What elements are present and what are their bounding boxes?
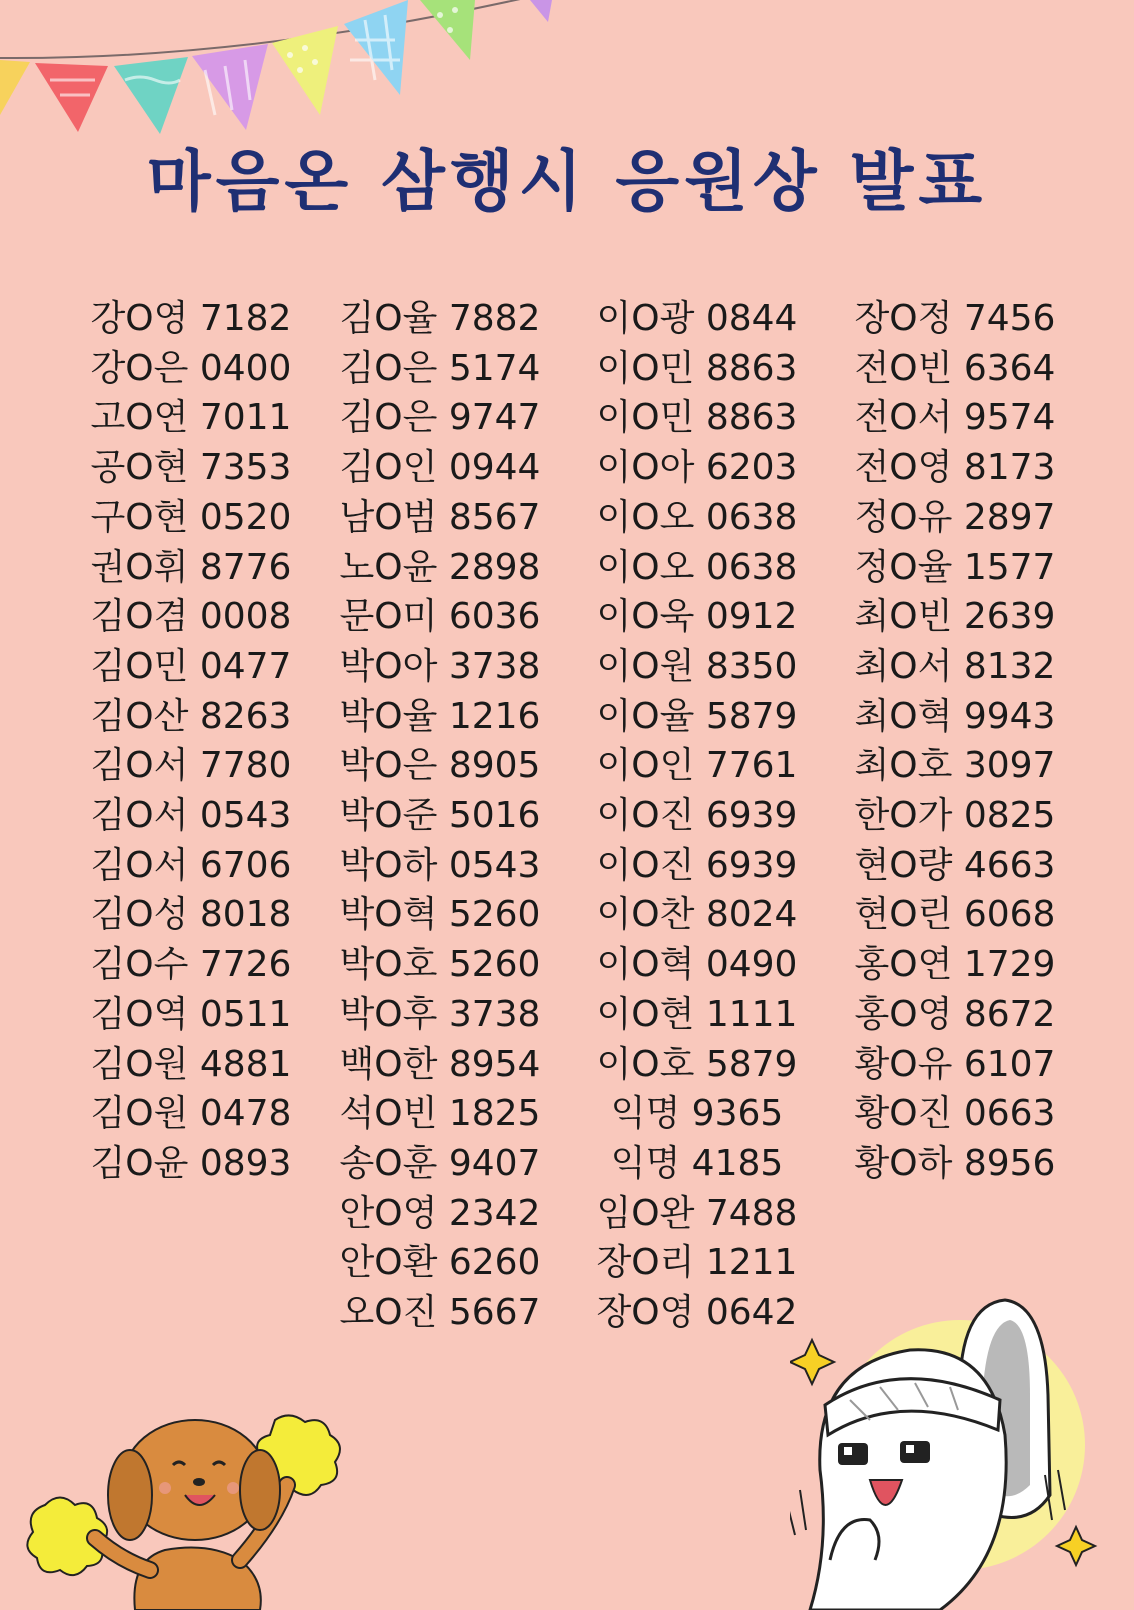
winner-entry: 노O윤 2898 xyxy=(339,546,541,588)
winner-entry: 백O한 8954 xyxy=(339,1043,541,1085)
winner-entry: 김O역 0511 xyxy=(90,993,292,1035)
cheering-dog-illustration xyxy=(25,1410,370,1610)
winner-entry: 전O빈 6364 xyxy=(854,347,1056,389)
winner-entry: 현O량 4663 xyxy=(854,844,1056,886)
winner-entry: 최O혁 9943 xyxy=(854,695,1056,737)
winner-entry: 오O진 5667 xyxy=(339,1292,541,1334)
winner-entry: 이O민 8863 xyxy=(596,347,798,389)
winner-entry: 김O서 6706 xyxy=(90,844,292,886)
winner-entry: 박O호 5260 xyxy=(339,944,541,986)
winner-entry: 장O정 7456 xyxy=(854,298,1056,339)
winner-entry: 홍O연 1729 xyxy=(854,944,1056,986)
winner-entry: 현O린 6068 xyxy=(854,894,1056,936)
winner-entry: 이O호 5879 xyxy=(596,1043,798,1085)
winner-entry: 이O진 6939 xyxy=(596,795,798,837)
winner-entry: 김O인 0944 xyxy=(339,447,541,489)
winner-entry: 이O광 0844 xyxy=(596,298,798,339)
winner-entry: 박O은 8905 xyxy=(339,745,541,787)
winner-entry: 박O혁 5260 xyxy=(339,894,541,936)
winner-list-column-4 xyxy=(830,294,1080,1189)
winner-entry: 전O영 8173 xyxy=(854,447,1056,489)
winner-entry: 최O호 3097 xyxy=(854,745,1056,787)
winner-entry: 이O민 8863 xyxy=(596,397,798,439)
winner-entry: 김O원 4881 xyxy=(90,1043,292,1085)
winner-entry: 안O환 6260 xyxy=(339,1242,541,1284)
winner-entry: 이O원 8350 xyxy=(596,645,798,687)
winner-entry: 박O후 3738 xyxy=(339,993,541,1035)
winner-entry: 김O은 9747 xyxy=(339,397,541,439)
winner-entry: 이O오 0638 xyxy=(596,546,798,588)
winner-entry: 남O범 8567 xyxy=(339,496,541,538)
page-title: 마음온 삼행시 응원상 발표 xyxy=(146,143,988,220)
winner-entry: 박O하 0543 xyxy=(339,844,541,886)
winner-entry: 문O미 6036 xyxy=(339,596,541,638)
winner-entry: 김O율 7882 xyxy=(339,298,541,339)
winner-entry: 안O영 2342 xyxy=(339,1192,541,1234)
winner-entry: 황O진 0663 xyxy=(854,1093,1056,1135)
winner-entry: 김O윤 0893 xyxy=(90,1142,292,1184)
winner-entry: 황O하 8956 xyxy=(854,1142,1056,1184)
winner-entry: 김O민 0477 xyxy=(90,645,292,687)
winner-entry: 김O수 7726 xyxy=(90,944,292,986)
winner-entry: 구O현 0520 xyxy=(90,496,292,538)
winner-entry: 임O완 7488 xyxy=(596,1192,798,1234)
winner-entry: 장O영 0642 xyxy=(596,1292,798,1334)
winner-entry: 홍O영 8672 xyxy=(854,993,1056,1035)
winner-entry: 정O율 1577 xyxy=(854,546,1056,588)
winner-entry: 권O휘 8776 xyxy=(90,546,292,588)
winner-entry: 강O은 0400 xyxy=(90,347,292,389)
winner-entry: 장O리 1211 xyxy=(596,1242,798,1284)
winner-entry: 김O산 8263 xyxy=(90,695,292,737)
winner-list-column-1 xyxy=(66,294,316,1189)
winner-entry: 박O율 1216 xyxy=(339,695,541,737)
winner-entry: 정O유 2897 xyxy=(854,496,1056,538)
winner-entry: 고O연 7011 xyxy=(90,397,292,439)
winner-entry: 황O유 6107 xyxy=(854,1043,1056,1085)
winner-entry: 이O오 0638 xyxy=(596,496,798,538)
winner-entry: 이O진 6939 xyxy=(596,844,798,886)
winner-entry: 김O서 0543 xyxy=(90,795,292,837)
winner-entry: 강O영 7182 xyxy=(90,298,292,339)
winner-list-column-2 xyxy=(315,294,565,1338)
winner-list-column-3 xyxy=(572,294,822,1338)
winner-entry: 김O서 7780 xyxy=(90,745,292,787)
winner-entry: 송O훈 9407 xyxy=(339,1142,541,1184)
bunting-flags-icon xyxy=(0,0,560,140)
winner-entry: 최O빈 2639 xyxy=(854,596,1056,638)
winner-entry: 김O겸 0008 xyxy=(90,596,292,638)
winner-entry: 박O준 5016 xyxy=(339,795,541,837)
winner-entry: 김O성 8018 xyxy=(90,894,292,936)
winner-entry: 이O찬 8024 xyxy=(596,894,798,936)
saluting-bunny-illustration xyxy=(790,1295,1134,1610)
winner-entry: 이O인 7761 xyxy=(596,745,798,787)
winner-entry: 익명 4185 xyxy=(610,1142,784,1184)
winner-entry: 최O서 8132 xyxy=(854,645,1056,687)
winner-entry: 이O율 5879 xyxy=(596,695,798,737)
winner-entry: 이O혁 0490 xyxy=(596,944,798,986)
winner-entry: 석O빈 1825 xyxy=(339,1093,541,1135)
winner-entry: 이O욱 0912 xyxy=(596,596,798,638)
winner-entry: 공O현 7353 xyxy=(90,447,292,489)
winner-entry: 이O아 6203 xyxy=(596,447,798,489)
winner-entry: 박O아 3738 xyxy=(339,645,541,687)
winner-entry: 김O원 0478 xyxy=(90,1093,292,1135)
winner-entry: 한O가 0825 xyxy=(854,795,1056,837)
winner-entry: 익명 9365 xyxy=(610,1093,784,1135)
winner-entry: 전O서 9574 xyxy=(854,397,1056,439)
winner-entry: 이O현 1111 xyxy=(596,993,798,1035)
winner-entry: 김O은 5174 xyxy=(339,347,541,389)
